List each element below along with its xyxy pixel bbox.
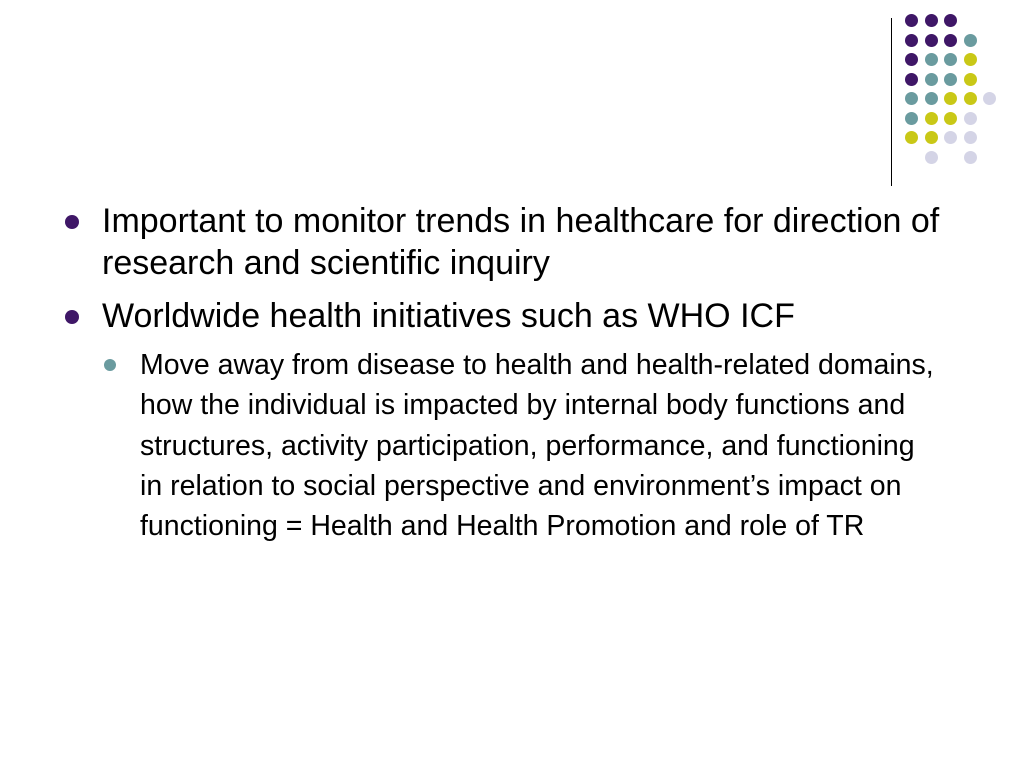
decorative-dot: [964, 34, 977, 47]
decorative-dot: [944, 73, 957, 86]
decorative-dot: [944, 53, 957, 66]
decorative-dot: [925, 131, 938, 144]
bullet-item-1: [62, 200, 962, 284]
bullet-dot-icon: [65, 310, 79, 324]
decorative-dot: [925, 34, 938, 47]
decorative-dot: [925, 53, 938, 66]
decorative-dot: [964, 92, 977, 105]
decorative-dot: [925, 73, 938, 86]
decorative-dot: [925, 92, 938, 105]
decorative-dot: [925, 112, 938, 125]
decorative-dot: [944, 131, 957, 144]
decorative-dot: [905, 34, 918, 47]
decorative-dot: [964, 53, 977, 66]
bullet-text: Important to monitor trends in healthcare for direction of research and scientific inquiry: [102, 202, 940, 282]
decorative-dot: [964, 151, 977, 164]
decorative-dot: [944, 34, 957, 47]
decorative-dot-grid: [905, 14, 1009, 164]
decorative-dot: [925, 14, 938, 27]
bullet-dot-icon: [65, 215, 79, 229]
decorative-dot: [964, 73, 977, 86]
decorative-dot: [944, 14, 957, 27]
decorative-dot: [905, 131, 918, 144]
decorative-dot: [905, 53, 918, 66]
decorative-dot: [944, 112, 957, 125]
decorative-dot: [964, 112, 977, 125]
slide-content: [62, 200, 962, 546]
bullet-item-2: [62, 295, 962, 337]
decorative-dot: [925, 151, 938, 164]
decorative-dot: [983, 92, 996, 105]
decorative-dot: [905, 14, 918, 27]
decorative-dot: [944, 92, 957, 105]
decorative-dot: [905, 92, 918, 105]
sub-bullet-dot-icon: [104, 359, 116, 371]
sub-bullet-text: Move away from disease to health and health-related domains, how the individual is impacted by internal body functions and structures, activity participation, performance, and functioning in relation to social perspective and environment’s impact on functioning = Health and Health Promotion and role of TR: [140, 349, 934, 543]
bullet-text: Worldwide health initiatives such as WHO ICF: [102, 297, 795, 335]
sub-bullet-item-1: [140, 345, 940, 546]
decorative-dot: [905, 73, 918, 86]
decorative-dot: [964, 131, 977, 144]
decorative-dot: [905, 112, 918, 125]
vertical-divider-line: [891, 18, 892, 186]
